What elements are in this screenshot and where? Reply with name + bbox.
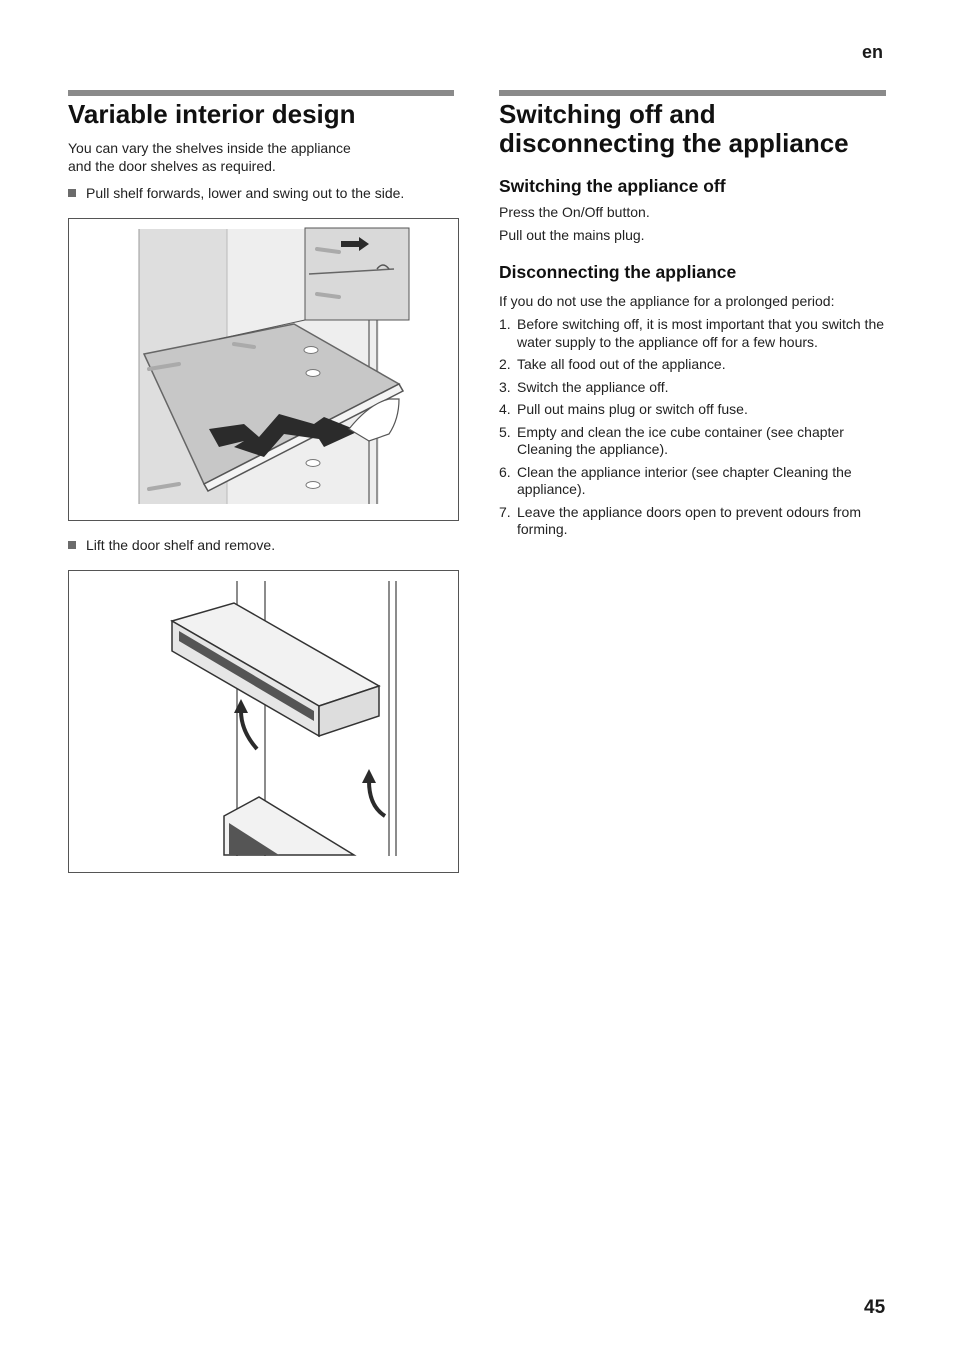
list-item (499, 379, 889, 397)
instruction-press-button: Press the On/Off button. (499, 204, 650, 220)
bullet-square-icon (68, 189, 76, 197)
section-rule-left (68, 90, 454, 96)
list-item (499, 316, 889, 351)
step-number: 5. (499, 423, 511, 440)
instruction-pull-plug: Pull out the mains plug. (499, 227, 645, 243)
step-number: 4. (499, 401, 511, 417)
bullet-lift-door-shelf (68, 536, 275, 554)
intro-line-1: You can vary the shelves inside the appliance (68, 140, 351, 156)
lift-arrow-left-icon (241, 711, 257, 749)
door-shelf-drawing (69, 571, 458, 872)
shelf-illustration (68, 218, 459, 521)
bullet-square-icon (68, 541, 76, 549)
subheading-switching-off: Switching the appliance off (499, 176, 726, 196)
step-text: Take all food out of the appliance. (517, 356, 726, 372)
disconnecting-intro: If you do not use the appliance for a prolonged period: (499, 293, 835, 309)
page-number: 45 (864, 1297, 886, 1318)
section-title-switching-off-2: disconnecting the appliance (499, 128, 849, 158)
step-text: Leave the appliance doors open to prevent odours from forming. (517, 503, 862, 537)
section-title-switching-off-1: Switching off and (499, 99, 716, 129)
step-text: Empty and clean the ice cube container (see chapter Cleaning the appliance). (517, 423, 844, 457)
bullet-lift-door-shelf-text: Lift the door shelf and remove. (86, 537, 276, 553)
step-text: Clean the appliance interior (see chapter Cleaning the appliance). (517, 463, 852, 497)
list-item (499, 356, 889, 374)
section-title-variable-interior: Variable interior design (68, 99, 356, 129)
step-number: 3. (499, 378, 511, 395)
door-shelf-illustration (68, 570, 459, 873)
step-number: 7. (499, 503, 511, 520)
step-text: Pull out mains plug or switch off fuse. (517, 401, 748, 417)
language-code: en (862, 42, 884, 62)
step-number: 2. (499, 356, 511, 372)
step-text: Switch the appliance off. (517, 378, 669, 395)
bullet-pull-shelf (68, 184, 404, 202)
list-item (499, 504, 889, 539)
list-item (499, 401, 889, 419)
step-number: 1. (499, 316, 511, 332)
bullet-pull-shelf-text: Pull shelf forwards, lower and swing out to the side. (86, 185, 405, 201)
shelf-drawing (69, 219, 458, 520)
step-text: Before switching off, it is most important that you switch the water supply to the appliance off for a few hours. (517, 316, 885, 350)
subheading-disconnecting: Disconnecting the appliance (499, 262, 737, 282)
list-item (499, 424, 889, 459)
lift-arrow-right-icon (369, 781, 385, 816)
intro-line-2: and the door shelves as required. (68, 158, 276, 174)
step-number: 6. (499, 463, 511, 480)
list-item (499, 464, 889, 499)
section-rule-right (499, 90, 886, 96)
disconnect-steps-list (499, 316, 889, 544)
